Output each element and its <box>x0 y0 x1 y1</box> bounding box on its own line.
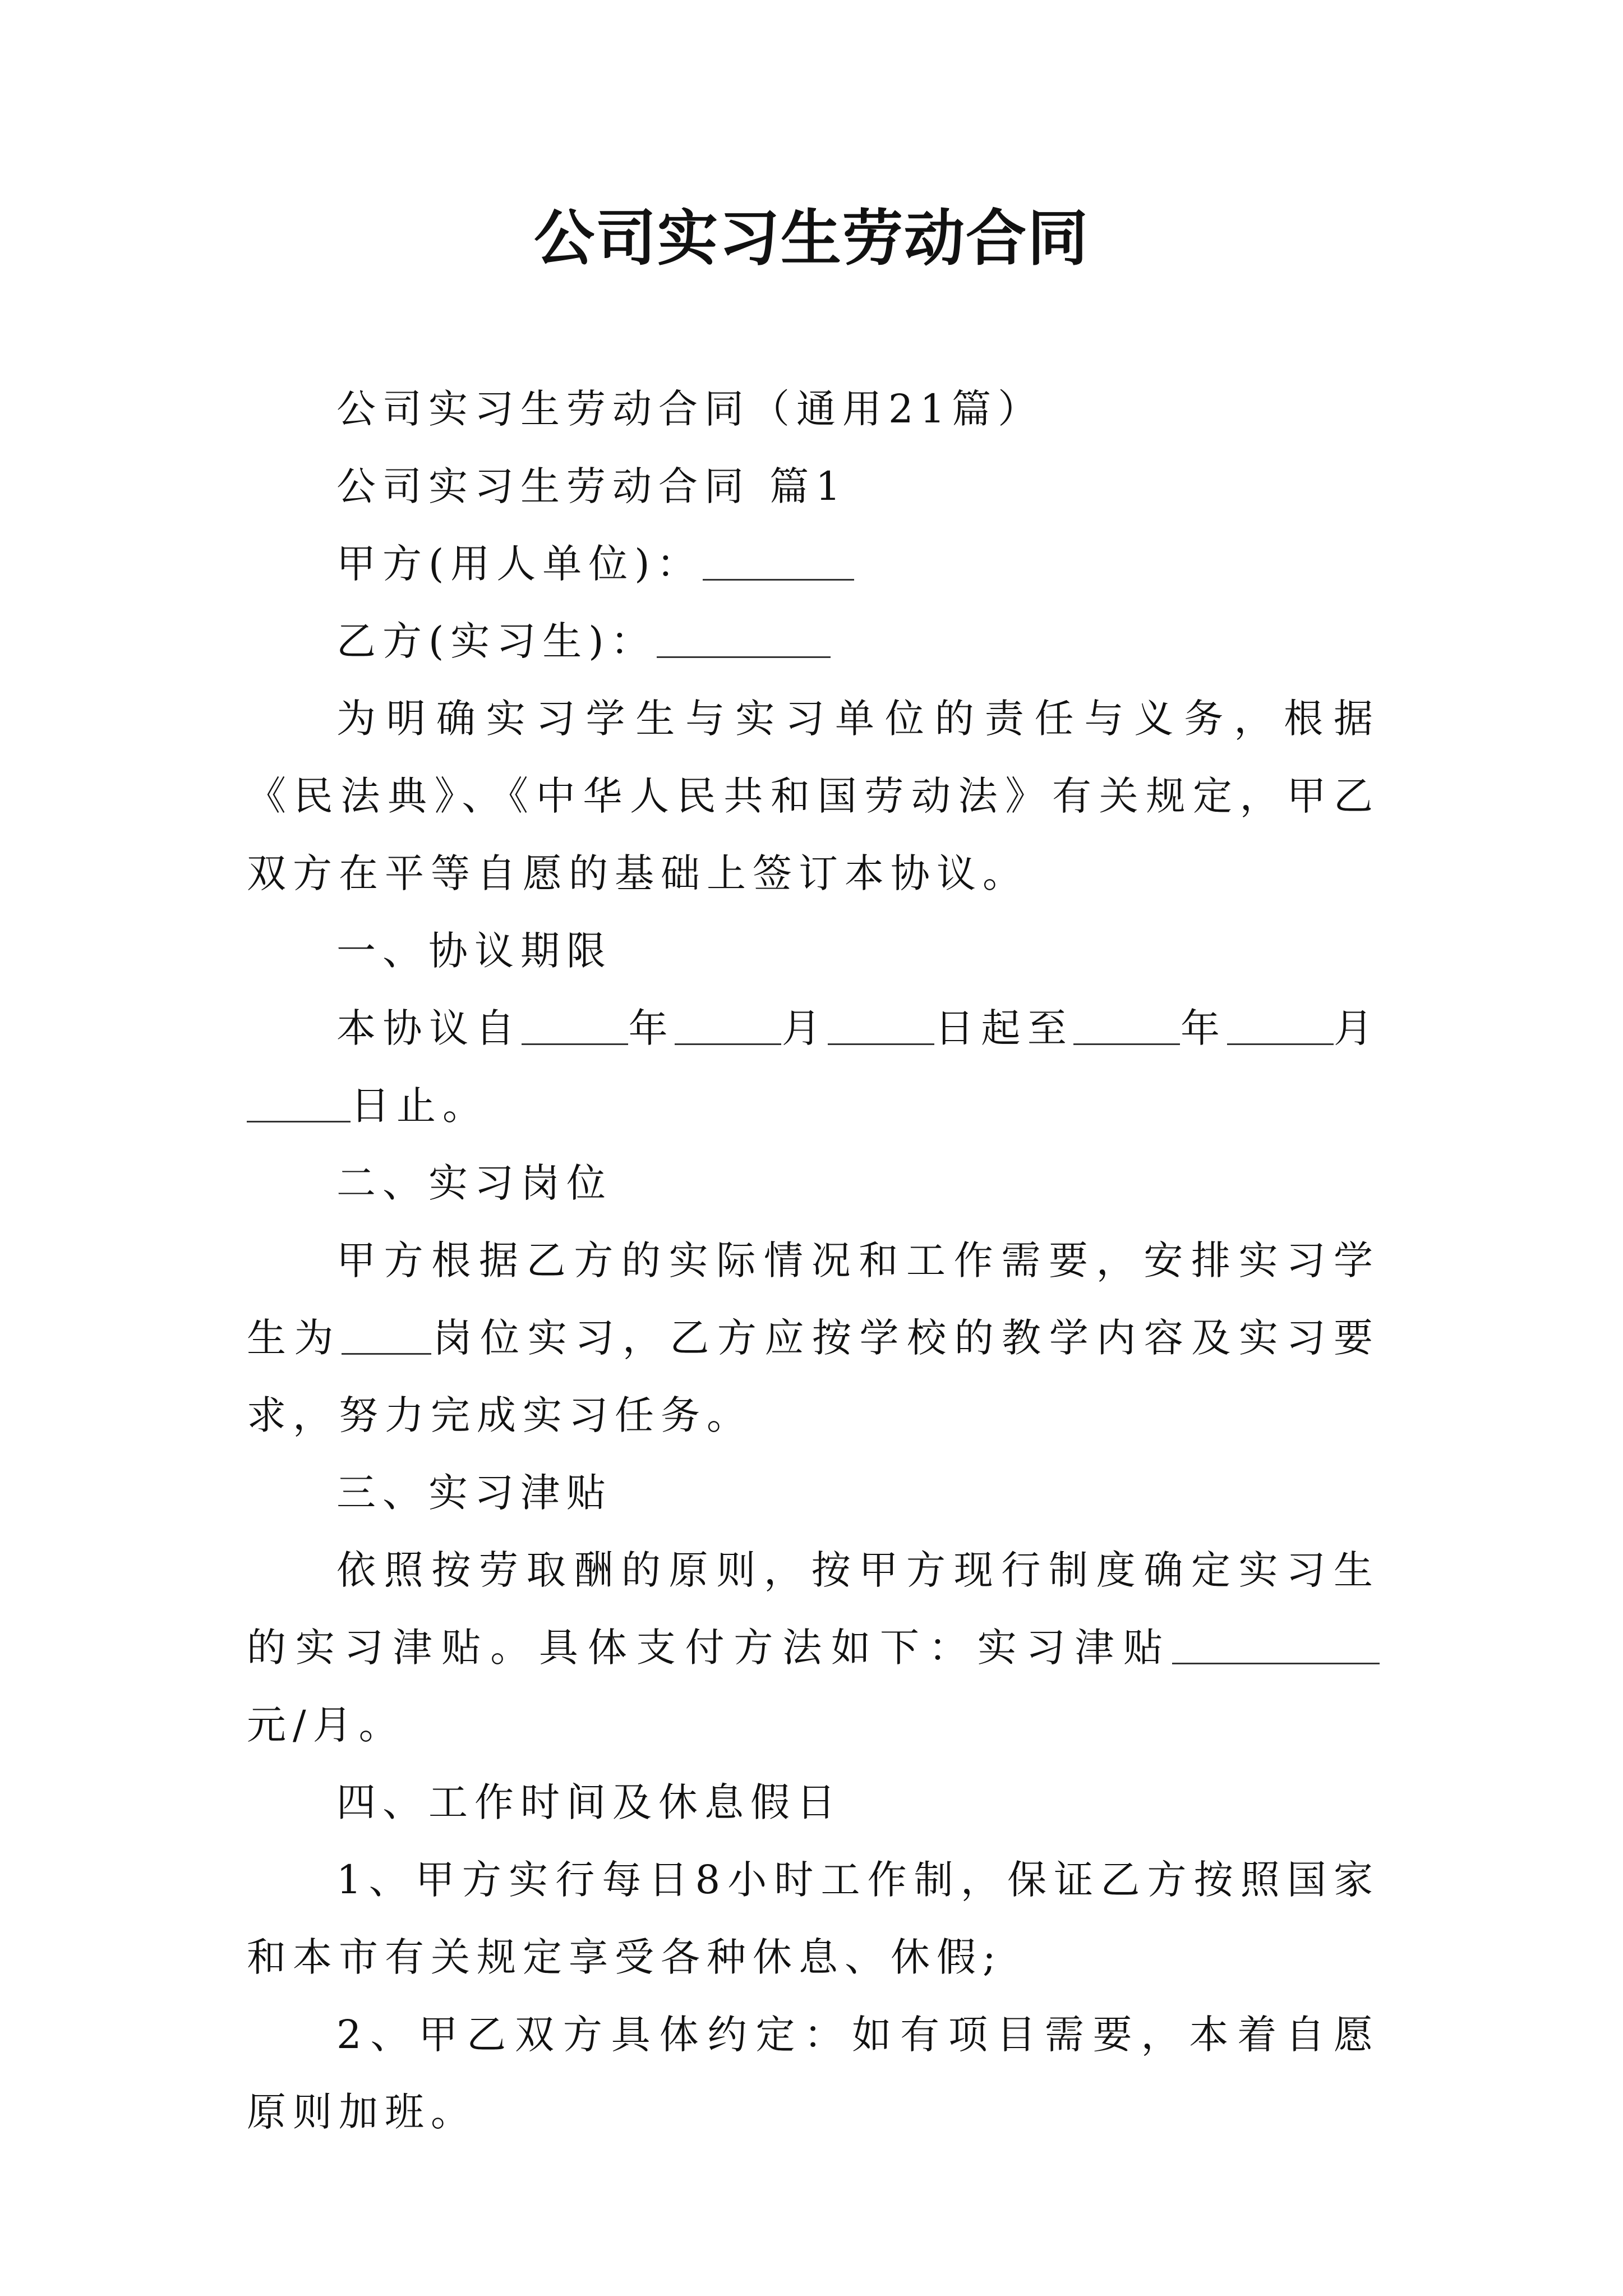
end-day-label: 日止。 <box>351 1083 488 1129</box>
section-4-item-1: 1、甲方实行每日8小时工作制，保证乙方按照国家和本市有关规定享受各种休息、休假; <box>247 1857 1380 1980</box>
end-year-blank <box>1073 1002 1180 1045</box>
party-b-blank <box>657 615 831 658</box>
party-a-label: 甲方(用人单位)： <box>336 541 703 587</box>
section-4-heading: 四、工作时间及休息假日 <box>336 1779 842 1825</box>
start-year-label: 年 <box>628 1005 675 1051</box>
party-a-line <box>247 525 1380 602</box>
position-blank <box>342 1312 431 1355</box>
start-day-label: 日起至 <box>934 1005 1074 1051</box>
section-4-item-2: 2、甲乙双方具体约定：如有项目需要，本着自愿原则加班。 <box>247 2012 1380 2135</box>
start-month-label: 月 <box>781 1005 828 1051</box>
section-2-body <box>247 1222 1380 1454</box>
end-month-blank <box>1227 1002 1334 1045</box>
section-3-text-a: 依照按劳取酬的原则，按甲方现行制度确定实习生的实习津贴。具体支付方法如下：实习津贴 <box>247 1547 1380 1671</box>
document-body <box>247 370 1380 2151</box>
start-day-blank <box>828 1002 934 1045</box>
section-2-heading: 二、实习岗位 <box>336 1160 612 1206</box>
end-day-blank <box>247 1079 351 1122</box>
section-3-text-b: 元/月。 <box>247 1702 405 1748</box>
allowance-blank <box>1172 1621 1380 1664</box>
section-1-term <box>247 990 1380 1144</box>
section-1-heading: 一、协议期限 <box>336 928 612 974</box>
section-3-heading: 三、实习津贴 <box>336 1470 612 1516</box>
start-year-blank <box>522 1002 628 1045</box>
end-month-label: 月 <box>1333 1005 1380 1051</box>
party-b-line <box>247 602 1380 680</box>
document-title: 公司实习生劳动合同 <box>533 203 1089 274</box>
section-2-text-b: 岗位实习，乙方应按学校的教学内容及实习要求，努力完成实习任务。 <box>247 1315 1380 1438</box>
section-3-body <box>247 1531 1380 1764</box>
section-2-text-a: 甲方根据乙方的实际情况和工作需要，安排实习学生为 <box>247 1237 1380 1361</box>
chapter-heading: 公司实习生劳动合同 篇1 <box>336 463 847 509</box>
party-b-label: 乙方(实习生)： <box>336 618 657 664</box>
party-a-blank <box>703 537 854 581</box>
document-subtitle: 公司实习生劳动合同（通用21篇） <box>336 386 1044 432</box>
start-month-blank <box>675 1002 781 1045</box>
term-prefix: 本协议自 <box>336 1005 522 1051</box>
end-year-label: 年 <box>1180 1005 1227 1051</box>
intro-paragraph: 为明确实习学生与实习单位的责任与义务，根据《民法典》、《中华人民共和国劳动法》有关规定，甲乙双方在平等自愿的基础上签订本协议。 <box>247 696 1380 896</box>
